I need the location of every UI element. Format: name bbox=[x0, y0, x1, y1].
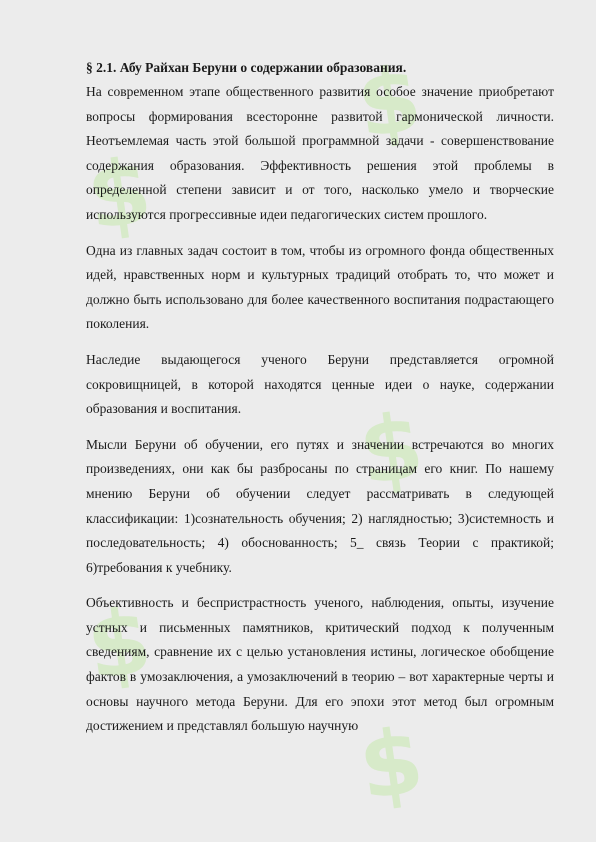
watermark-glyph-4: $ bbox=[80, 588, 158, 701]
watermark-glyph-1: $ bbox=[80, 138, 158, 251]
document-page bbox=[86, 46, 554, 750]
paragraph-1: На современном этапе общественного развития особое значение приобретают вопросы формирования всесторонне развитой гармонической личности. Неотъемлемая часть этой большой программной задачи - совершенствование содержания образования. Эффективность решения этой проблемы в определенной степени зависит и от того, насколько умело и творческие используются прогрессивные идеи педагогических систем прошлого. bbox=[86, 84, 554, 222]
paragraph-3: Наследие выдающегося ученого Беруни представляется огромной сокровищницей, в которой находятся ценные идеи о науке, содержании образования и воспитания. bbox=[86, 351, 554, 417]
watermark-glyph-5: $ bbox=[352, 708, 430, 821]
section-heading: § 2.1. Абу Райхан Беруни о содержании образования. bbox=[86, 60, 407, 75]
paragraph-4: Мысли Беруни об обучении, его путях и значении встречаются во многих произведениях, они как бы разбросаны по страницам его книг. По нашему мнению Беруни об обучении следует рассматривать в следующей классификации: 1)сознательность обучения; 2) наглядностью; 3)системность и последовательность; 4) обоснованность; 5_ связь Теории с практикой; 6)требования к учебнику. bbox=[86, 436, 554, 575]
paragraph-5: Объективность и беспристрастность ученого, наблюдения, опыты, изучение устных и письменных памятников, критический подход к полученным сведениям, сравнение их с целью установления истины, логическое обобщение фактов в умозаключения, а умозаключений в теорию – вот характерные черты и основы научного метода Беруни. Для его эпохи этот метод был огромным достижением и представлял большую научную bbox=[86, 595, 554, 734]
paragraph-2: Одна из главных задач состоит в том, чтобы из огромного фонда общественных идей, нравственных норм и культурных традиций отобрать то, что может и должно быть использовано для более качественного воспитания подрастающего поколения. bbox=[86, 242, 554, 332]
watermark-glyph-2: $ bbox=[350, 46, 428, 159]
watermark-glyph-3: $ bbox=[352, 393, 430, 506]
